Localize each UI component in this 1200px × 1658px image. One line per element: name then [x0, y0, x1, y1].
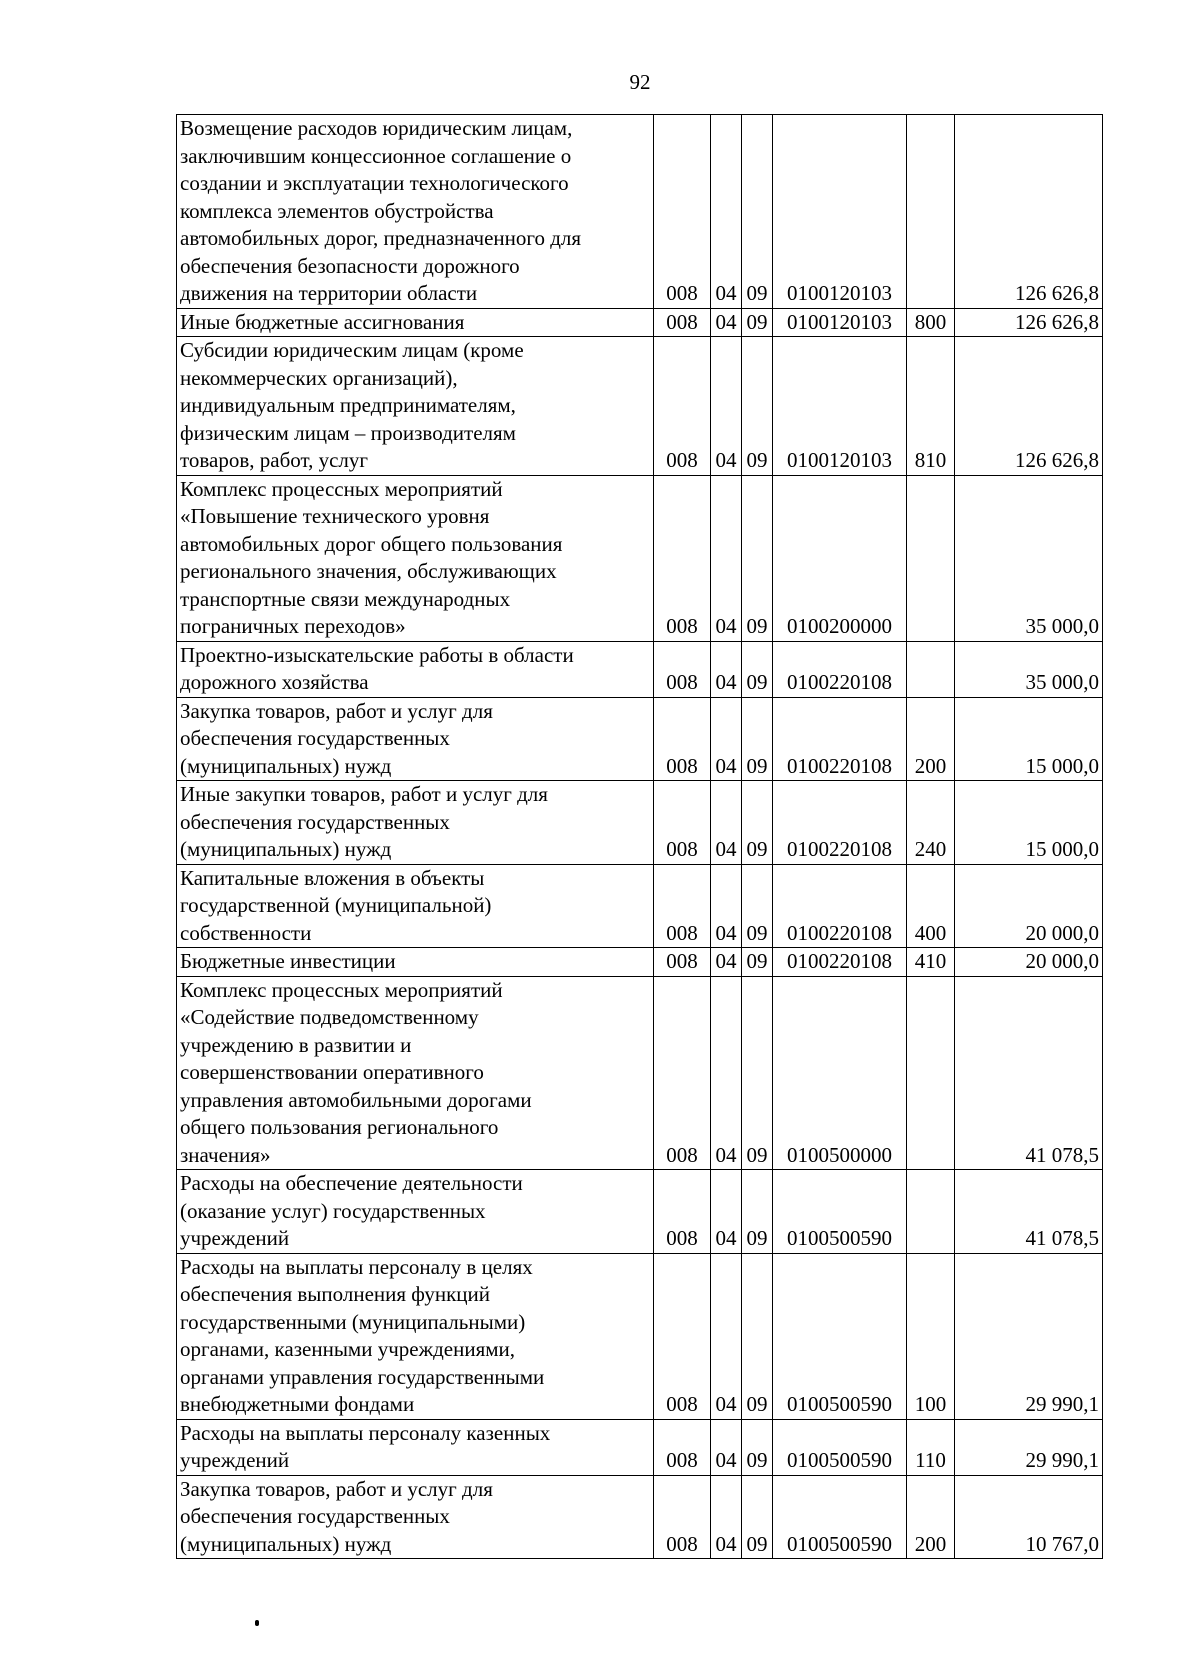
section-code: 04: [711, 1419, 742, 1475]
table-row: [177, 781, 1103, 865]
subsection-code: 09: [742, 641, 773, 697]
section-code: 04: [711, 115, 742, 309]
subsection-code: 09: [742, 1419, 773, 1475]
target-article: 0100200000: [773, 475, 907, 641]
table-row: [177, 948, 1103, 977]
row-name: Закупка товаров, работ и услуг для обеспечения государственных (муниципальных) нужд: [177, 1475, 654, 1559]
ministry-code: 008: [654, 308, 711, 337]
row-name: Комплекс процессных мероприятий «Повышение технического уровня автомобильных дорог общего пользования регионального значения, обслуживающих транспортные связи международных пограничных переходов»: [177, 475, 654, 641]
table-row: [177, 115, 1103, 309]
amount: 29 990,1: [955, 1253, 1103, 1419]
ministry-code: 008: [654, 1253, 711, 1419]
expense-type: 110: [907, 1419, 955, 1475]
ministry-code: 008: [654, 1419, 711, 1475]
section-code: 04: [711, 976, 742, 1170]
subsection-code: 09: [742, 337, 773, 476]
row-name: Возмещение расходов юридическим лицам, заключившим концессионное соглашение о создании и эксплуатации технологического комплекса элементов обустройства автомобильных дорог, предназначенного для обеспечения безопасности дорожного движения на территории области: [177, 115, 654, 309]
amount: 29 990,1: [955, 1419, 1103, 1475]
subsection-code: 09: [742, 475, 773, 641]
table-row: [177, 697, 1103, 781]
row-name: Бюджетные инвестиции: [177, 948, 654, 977]
target-article: 0100500000: [773, 976, 907, 1170]
expense-type: 810: [907, 337, 955, 476]
expense-type: [907, 641, 955, 697]
section-code: 04: [711, 1253, 742, 1419]
row-name: Субсидии юридическим лицам (кроме некоммерческих организаций), индивидуальным предпринимателям, физическим лицам – производителям товаров, работ, услуг: [177, 337, 654, 476]
ministry-code: 008: [654, 115, 711, 309]
table-row: [177, 1419, 1103, 1475]
ministry-code: 008: [654, 475, 711, 641]
expense-type: [907, 115, 955, 309]
target-article: 0100220108: [773, 697, 907, 781]
subsection-code: 09: [742, 697, 773, 781]
expense-type: 410: [907, 948, 955, 977]
table-row: [177, 475, 1103, 641]
section-code: 04: [711, 308, 742, 337]
ministry-code: 008: [654, 781, 711, 865]
target-article: 0100220108: [773, 641, 907, 697]
table-row: [177, 1253, 1103, 1419]
amount: 10 767,0: [955, 1475, 1103, 1559]
table-row: [177, 308, 1103, 337]
row-name: Расходы на обеспечение деятельности (оказание услуг) государственных учреждений: [177, 1170, 654, 1254]
row-name: Комплекс процессных мероприятий «Содействие подведомственному учреждению в развитии и совершенствовании оперативного управления автомобильными дорогами общего пользования регионального значения»: [177, 976, 654, 1170]
row-name: Расходы на выплаты персоналу в целях обеспечения выполнения функций государственными (муниципальными) органами, казенными учреждениями, органами управления государственными внебюджетными фондами: [177, 1253, 654, 1419]
subsection-code: 09: [742, 1253, 773, 1419]
expense-type: 400: [907, 864, 955, 948]
amount: 15 000,0: [955, 697, 1103, 781]
amount: 20 000,0: [955, 948, 1103, 977]
amount: 41 078,5: [955, 1170, 1103, 1254]
scan-speck: [255, 1620, 259, 1626]
subsection-code: 09: [742, 864, 773, 948]
section-code: 04: [711, 697, 742, 781]
row-name: Капитальные вложения в объекты государственной (муниципальной) собственности: [177, 864, 654, 948]
ministry-code: 008: [654, 976, 711, 1170]
subsection-code: 09: [742, 1170, 773, 1254]
section-code: 04: [711, 948, 742, 977]
expense-type: [907, 1170, 955, 1254]
budget-table-body: [177, 115, 1103, 1559]
row-name: Иные бюджетные ассигнования: [177, 308, 654, 337]
expense-type: [907, 976, 955, 1170]
row-name: Иные закупки товаров, работ и услуг для обеспечения государственных (муниципальных) нужд: [177, 781, 654, 865]
subsection-code: 09: [742, 781, 773, 865]
subsection-code: 09: [742, 976, 773, 1170]
table-row: [177, 641, 1103, 697]
target-article: 0100500590: [773, 1253, 907, 1419]
expense-type: 240: [907, 781, 955, 865]
expense-type: 100: [907, 1253, 955, 1419]
table-row: [177, 1475, 1103, 1559]
ministry-code: 008: [654, 641, 711, 697]
page-number: 92: [629, 70, 651, 94]
subsection-code: 09: [742, 1475, 773, 1559]
table-row: [177, 337, 1103, 476]
target-article: 0100220108: [773, 948, 907, 977]
ministry-code: 008: [654, 1475, 711, 1559]
ministry-code: 008: [654, 337, 711, 476]
table-row: [177, 864, 1103, 948]
section-code: 04: [711, 475, 742, 641]
target-article: 0100120103: [773, 337, 907, 476]
expense-type: 200: [907, 1475, 955, 1559]
row-name: Проектно-изыскательские работы в области дорожного хозяйства: [177, 641, 654, 697]
target-article: 0100120103: [773, 308, 907, 337]
amount: 126 626,8: [955, 337, 1103, 476]
row-name: Расходы на выплаты персоналу казенных учреждений: [177, 1419, 654, 1475]
ministry-code: 008: [654, 948, 711, 977]
table-row: [177, 1170, 1103, 1254]
section-code: 04: [711, 337, 742, 476]
amount: 35 000,0: [955, 475, 1103, 641]
amount: 15 000,0: [955, 781, 1103, 865]
target-article: 0100500590: [773, 1419, 907, 1475]
amount: 126 626,8: [955, 308, 1103, 337]
expense-type: 800: [907, 308, 955, 337]
ministry-code: 008: [654, 697, 711, 781]
subsection-code: 09: [742, 115, 773, 309]
budget-table: [176, 114, 1103, 1559]
subsection-code: 09: [742, 948, 773, 977]
section-code: 04: [711, 641, 742, 697]
amount: 35 000,0: [955, 641, 1103, 697]
target-article: 0100220108: [773, 781, 907, 865]
target-article: 0100120103: [773, 115, 907, 309]
table-row: [177, 976, 1103, 1170]
amount: 126 626,8: [955, 115, 1103, 309]
expense-type: [907, 475, 955, 641]
target-article: 0100500590: [773, 1475, 907, 1559]
section-code: 04: [711, 781, 742, 865]
amount: 41 078,5: [955, 976, 1103, 1170]
expense-type: 200: [907, 697, 955, 781]
row-name: Закупка товаров, работ и услуг для обеспечения государственных (муниципальных) нужд: [177, 697, 654, 781]
ministry-code: 008: [654, 1170, 711, 1254]
ministry-code: 008: [654, 864, 711, 948]
subsection-code: 09: [742, 308, 773, 337]
target-article: 0100500590: [773, 1170, 907, 1254]
amount: 20 000,0: [955, 864, 1103, 948]
section-code: 04: [711, 1170, 742, 1254]
section-code: 04: [711, 864, 742, 948]
target-article: 0100220108: [773, 864, 907, 948]
section-code: 04: [711, 1475, 742, 1559]
